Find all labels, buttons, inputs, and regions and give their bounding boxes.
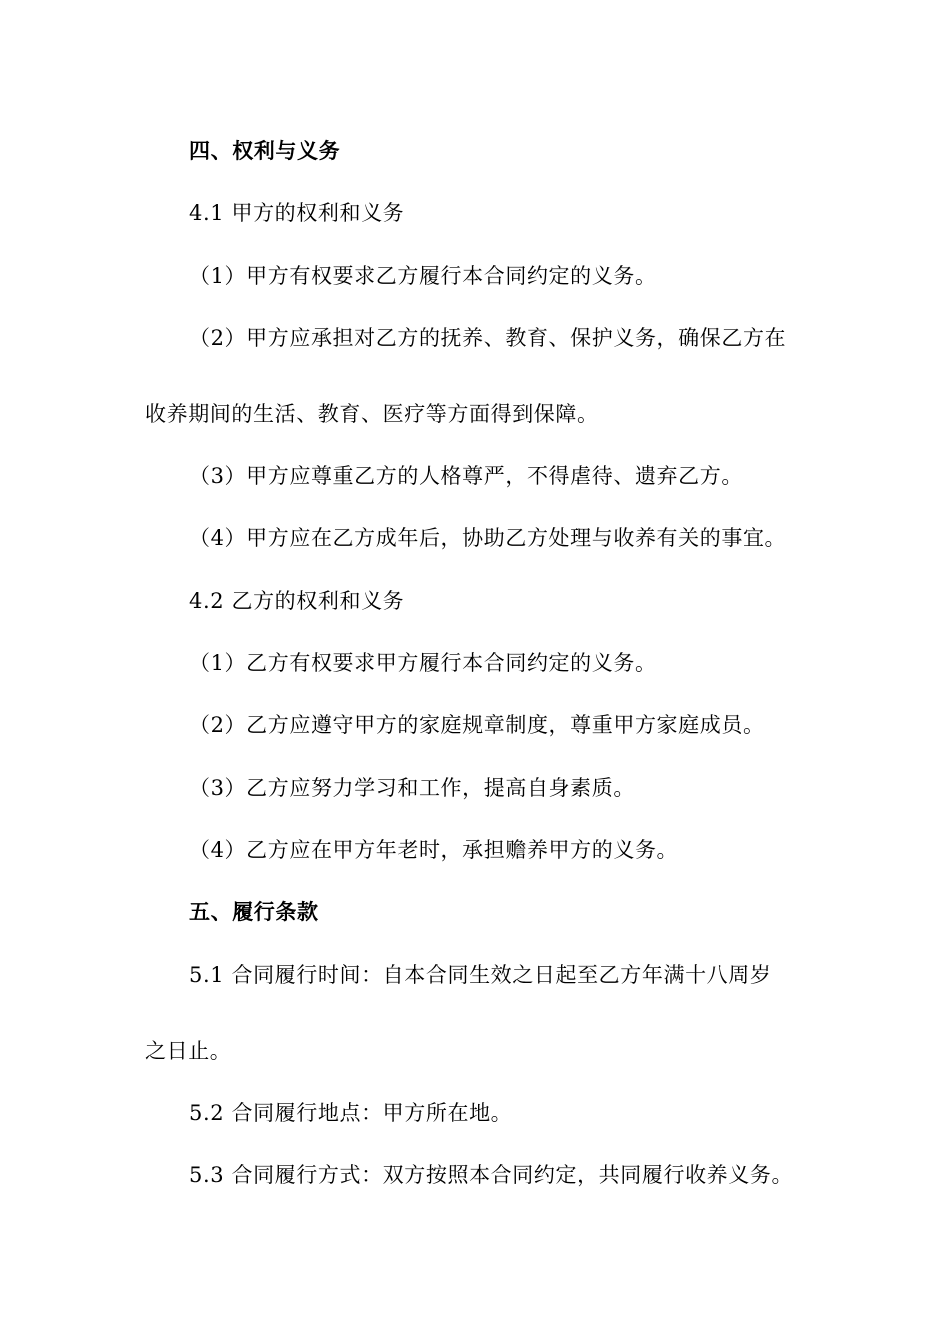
section-heading-performance: 五、履行条款 xyxy=(189,899,319,924)
clause-4-1-item-4: （4）甲方应在乙方成年后，协助乙方处理与收养有关的事宜。 xyxy=(189,526,787,550)
clause-4-2-item-4: （4）乙方应在甲方年老时，承担赡养甲方的义务。 xyxy=(189,838,679,862)
clause-5-1-line-2: 之日止。 xyxy=(145,1039,232,1063)
clause-4-1-item-2-line-2: 收养期间的生活、教育、医疗等方面得到保障。 xyxy=(145,402,599,426)
clause-5-1-line-1: 5.1 合同履行时间：自本合同生效之日起至乙方年满十八周岁 xyxy=(189,963,772,987)
clause-5-2: 5.2 合同履行地点：甲方所在地。 xyxy=(189,1101,513,1125)
clause-5-3: 5.3 合同履行方式：双方按照本合同约定，共同履行收养义务。 xyxy=(189,1163,794,1187)
section-heading-rights-obligations: 四、权利与义务 xyxy=(189,138,341,163)
clause-4-2-item-1: （1）乙方有权要求甲方履行本合同约定的义务。 xyxy=(189,651,657,675)
clause-4-2-title: 4.2 乙方的权利和义务 xyxy=(189,589,405,613)
clause-4-2-item-3: （3）乙方应努力学习和工作，提高自身素质。 xyxy=(189,776,635,800)
clause-4-1-item-3: （3）甲方应尊重乙方的人格尊严，不得虐待、遗弃乙方。 xyxy=(189,464,743,488)
clause-4-2-item-2: （2）乙方应遵守甲方的家庭规章制度，尊重甲方家庭成员。 xyxy=(189,713,765,737)
clause-4-1-item-1: （1）甲方有权要求乙方履行本合同约定的义务。 xyxy=(189,264,657,288)
clause-4-1-title: 4.1 甲方的权利和义务 xyxy=(189,201,405,225)
clause-4-1-item-2-line-1: （2）甲方应承担对乙方的抚养、教育、保护义务，确保乙方在 xyxy=(189,326,787,350)
